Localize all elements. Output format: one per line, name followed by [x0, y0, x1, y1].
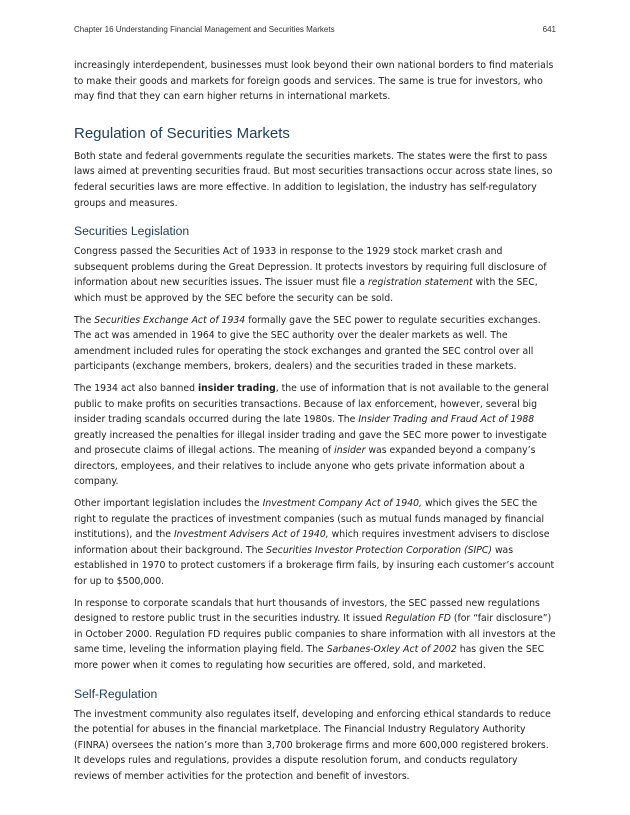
text-run: has given the SEC more power when it comes to regulating how securities are offered, sold, and marketed. [74, 644, 545, 671]
text-run: The 1934 act also banned [74, 382, 198, 394]
emphasis-text: Investment Company Act of 1940, [262, 498, 423, 510]
emphasis-text: registration statement [367, 277, 473, 289]
text-run: was established in 1970 to protect customers if a brokerage firm fails, by insuring each customer’s account for up to $500,000. [74, 544, 555, 588]
regulation-paragraph: Both state and federal governments regulate the securities markets. The states were the first to pass laws aimed at preventing securities fraud. But most securities transactions occur across state lines, so federal securities laws are more effective. In addition to legislation, the industry has self-regulatory groups and measures. [74, 150, 553, 209]
subsection-heading-legislation: Securities Legislation [74, 224, 190, 239]
emphasis-text: Insider Trading and Fraud Act of 1988 [358, 414, 535, 426]
text-run: The [74, 314, 95, 326]
text-run: In response to corporate scandals that hurt thousands of investors, the SEC passed new regulations designed to restore public trust in the securities industry. It issued [74, 597, 540, 625]
legislation-paragraph-2 [74, 313, 556, 375]
text-run: , the use of information that is not available to the general public to make profits on securities transactions. Because of lax enforcement, however, several big insider trading scandals occurred during the late 1980s. The [74, 382, 549, 426]
emphasis-text: Securities Exchange Act of 1934 [94, 314, 246, 326]
section-heading-regulation: Regulation of Securities Markets [74, 124, 290, 142]
text-run: formally gave the SEC power to regulate securities exchanges. The act was amended in 1964 to give the SEC authority over the dealer markets as well. The amendment included rules for operating the stock exchanges and granted the SEC control over all participants (exchange members, brokers, dealers) and the securities traded in these markets. [74, 314, 541, 373]
text-run: (for “fair disclosure”) in October 2000. Regulation FD requires public companies to share information with all investors at the same time, leveling the information playing field. The [74, 613, 556, 656]
text-run: was expanded beyond a company’s directors, employees, and their relatives to include anyone who gets private information about a company. [74, 445, 536, 488]
text-run: greatly increased the penalties for illegal insider trading and gave the SEC more power to investigate and prosecute claims of illegal actions. The meaning of [74, 429, 547, 457]
subsection-heading-self-regulation: Self-Regulation [74, 686, 158, 701]
chapter-title: Chapter 16 Understanding Financial Management and Securities Markets [74, 25, 335, 34]
page-number: 641 [542, 25, 556, 34]
legislation-paragraph-3 [74, 381, 556, 490]
key-term: insider trading [198, 382, 276, 394]
self-regulation-paragraph: The investment community also regulates itself, developing and enforcing ethical standards to reduce the potential for abuses in the financial marketplace. The Financial Industry Regulatory Authority (FINRA) oversees the nation’s more than 3,700 brokerage firms and more 600,000 registered brokers. It develops rules and regulations, provides a dispute resolution forum, and conducts regulatory reviews of member activities for the protection and benefit of investors. [74, 708, 551, 782]
page-body [74, 58, 556, 791]
text-run: with the SEC, which must be approved by the SEC before the security can be sold. [74, 277, 538, 304]
text-run: Other important legislation includes the [74, 498, 263, 510]
emphasis-text: Securities Investor Protection Corporation (SIPC) [266, 544, 492, 556]
legislation-paragraph-5 [74, 596, 556, 674]
text-run: which requires investment advisers to disclose information about their background. The [74, 529, 550, 556]
intro-paragraph: increasingly interdependent, businesses must look beyond their own national borders to find materials to make their goods and markets for foreign goods and services. The same is true for investors, who may find that they can earn higher returns in international markets. [74, 60, 554, 103]
legislation-paragraph-4 [74, 496, 556, 590]
emphasis-text: Sarbanes-Oxley Act of 2002 [326, 644, 457, 656]
legislation-paragraph-1 [74, 244, 556, 306]
emphasis-text: Regulation FD [385, 613, 451, 625]
text-run: Congress passed the Securities Act of 1933 in response to the 1929 stock market crash and subsequent problems during the Great Depression. It protects investors by requiring full disclosure of information about new securities issues. The issuer must file a [74, 246, 547, 289]
emphasis-text: Investment Advisers Act of 1940, [173, 529, 329, 541]
emphasis-text: insider [334, 445, 366, 457]
text-run: which gives the SEC the right to regulate the practices of investment companies (such as mutual funds managed by financial institutions), and the [74, 498, 545, 541]
